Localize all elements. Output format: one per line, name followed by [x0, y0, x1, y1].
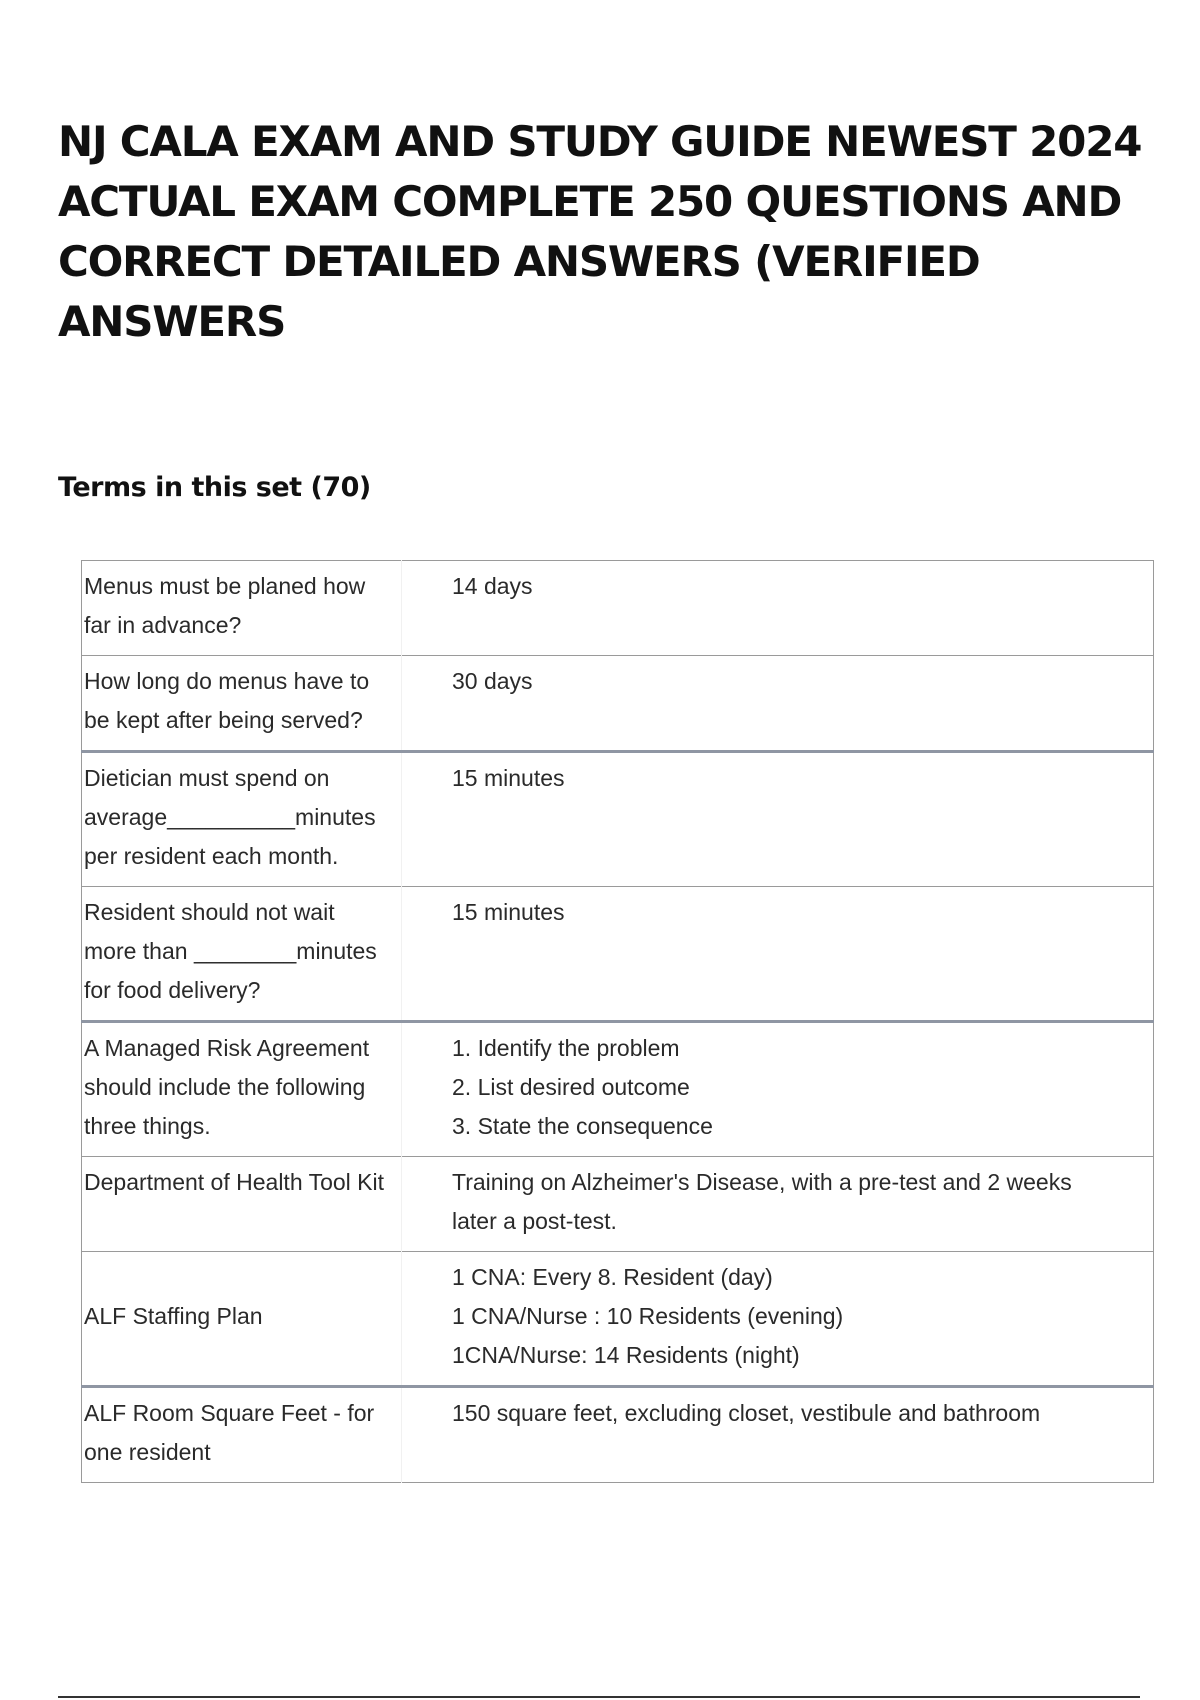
terms-heading: Terms in this set (70) — [58, 472, 371, 503]
term-cell: Dietician must spend on average__________minutes per resident each month. — [82, 752, 402, 887]
definition-cell — [402, 656, 1154, 752]
terms-table — [81, 560, 1154, 1483]
definition-line: 1. Identify the problem — [452, 1035, 680, 1061]
definition-line: 30 days — [452, 668, 533, 694]
table-row — [82, 752, 1154, 887]
term-cell: ALF Room Square Feet - for one resident — [82, 1387, 402, 1483]
definition-line: 1 CNA: Every 8. Resident (day) — [452, 1264, 773, 1290]
table-row — [82, 1252, 1154, 1387]
table-row — [82, 1157, 1154, 1252]
definition-cell — [402, 1157, 1154, 1252]
table-row — [82, 656, 1154, 752]
definition-cell — [402, 1022, 1154, 1157]
term-cell: Resident should not wait more than ________minutes for food delivery? — [82, 887, 402, 1022]
definition-cell — [402, 1387, 1154, 1483]
page-bottom-divider — [58, 1696, 1140, 1698]
definition-cell — [402, 887, 1154, 1022]
document-title: NJ CALA EXAM AND STUDY GUIDE NEWEST 2024 ACTUAL EXAM COMPLETE 250 QUESTIONS AND CORRECT DETAILED ANSWERS (VERIFIED ANSWERS — [58, 117, 1142, 346]
definition-line: Training on Alzheimer's Disease, with a pre-test and 2 weeks later a post-test. — [452, 1169, 1072, 1234]
definition-cell — [402, 561, 1154, 656]
definition-line: 1 CNA/Nurse : 10 Residents (evening) — [452, 1303, 844, 1329]
term-cell: Department of Health Tool Kit — [82, 1157, 402, 1252]
table-row — [82, 561, 1154, 656]
table-row — [82, 887, 1154, 1022]
table-row — [82, 1022, 1154, 1157]
definition-line: 2. List desired outcome — [452, 1074, 690, 1100]
table-row — [82, 1387, 1154, 1483]
term-cell: Menus must be planed how far in advance? — [82, 561, 402, 656]
term-cell: ALF Staffing Plan — [82, 1252, 402, 1387]
definition-line: 15 minutes — [452, 765, 565, 791]
definition-line: 150 square feet, excluding closet, vestibule and bathroom — [452, 1400, 1041, 1426]
definition-line: 3. State the consequence — [452, 1113, 713, 1139]
definition-line: 14 days — [452, 573, 533, 599]
term-cell: How long do menus have to be kept after being served? — [82, 656, 402, 752]
definition-cell — [402, 752, 1154, 887]
term-cell: A Managed Risk Agreement should include the following three things. — [82, 1022, 402, 1157]
definition-line: 15 minutes — [452, 899, 565, 925]
definition-cell — [402, 1252, 1154, 1387]
definition-line: 1CNA/Nurse: 14 Residents (night) — [452, 1342, 800, 1368]
